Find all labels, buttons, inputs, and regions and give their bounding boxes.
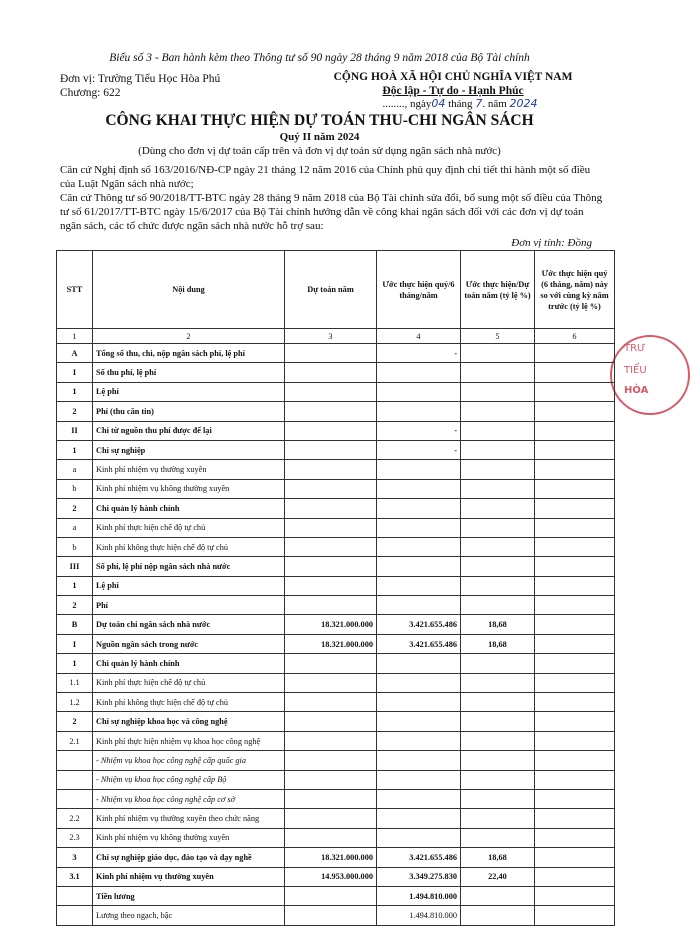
unit-block — [60, 72, 220, 100]
chapter: Chương: 622 — [60, 87, 121, 99]
row-yoy — [535, 344, 615, 363]
usage-note: (Dùng cho đơn vị dự toán cấp trên và đơn vị dự toán sử dụng ngân sách nhà nước) — [138, 145, 501, 157]
row-estimate — [377, 770, 461, 789]
table-row — [57, 867, 615, 886]
row-estimate — [377, 557, 461, 576]
row-ratio — [461, 789, 535, 808]
table-row — [57, 828, 615, 847]
table-row — [57, 596, 615, 615]
row-estimate: 3.421.655.486 — [377, 634, 461, 653]
table-header-row — [57, 251, 615, 329]
row-content: Kinh phí thực hiện chế độ tự chủ — [93, 518, 285, 537]
row-estimate: 1.494.810.000 — [377, 906, 461, 925]
col-header-plan: Dự toán năm — [285, 251, 377, 329]
row-stt — [57, 906, 93, 925]
row-content: Phí — [93, 596, 285, 615]
row-estimate — [377, 499, 461, 518]
table-row — [57, 402, 615, 421]
row-ratio: 18,68 — [461, 615, 535, 634]
table-row — [57, 499, 615, 518]
row-stt: 2 — [57, 712, 93, 731]
row-yoy — [535, 440, 615, 459]
page-title: CÔNG KHAI THỰC HIỆN DỰ TOÁN THU-CHI NGÂN SÁCH — [105, 112, 534, 129]
row-estimate — [377, 537, 461, 556]
row-ratio — [461, 460, 535, 479]
row-yoy — [535, 848, 615, 867]
row-plan — [285, 906, 377, 925]
motto: Độc lập - Tự do - Hạnh Phúc — [382, 85, 524, 97]
row-yoy — [535, 460, 615, 479]
row-content: Kinh phí không thực hiện chế độ tự chủ — [93, 537, 285, 556]
nation-title: CỘNG HOÀ XÃ HỘI CHỦ NGHĨA VIỆT NAM — [333, 71, 573, 83]
row-plan — [285, 537, 377, 556]
row-estimate — [377, 518, 461, 537]
row-plan — [285, 421, 377, 440]
row-plan — [285, 499, 377, 518]
row-content: Số phí, lệ phí nộp ngân sách nhà nước — [93, 557, 285, 576]
row-yoy — [535, 479, 615, 498]
row-plan — [285, 751, 377, 770]
row-yoy — [535, 634, 615, 653]
budget-table — [56, 250, 615, 926]
table-row — [57, 809, 615, 828]
row-stt — [57, 751, 93, 770]
row-content: Kinh phí không thực hiện chế độ tự chủ — [93, 693, 285, 712]
row-ratio — [461, 731, 535, 750]
row-content: Kinh phí thực hiện nhiệm vụ khoa học công nghệ — [93, 731, 285, 750]
table-row — [57, 518, 615, 537]
stamp-text: TRƯ — [624, 343, 646, 354]
row-ratio — [461, 576, 535, 595]
month-label: tháng — [448, 98, 473, 110]
row-yoy — [535, 499, 615, 518]
table-row — [57, 479, 615, 498]
row-content: Kinh phí nhiệm vụ không thường xuyên — [93, 828, 285, 847]
row-ratio — [461, 906, 535, 925]
row-content: Dự toán chi ngân sách nhà nước — [93, 615, 285, 634]
row-ratio — [461, 712, 535, 731]
row-ratio — [461, 344, 535, 363]
table-row — [57, 751, 615, 770]
row-yoy — [535, 867, 615, 886]
red-seal-stamp — [610, 335, 690, 415]
row-plan — [285, 440, 377, 459]
row-stt: a — [57, 460, 93, 479]
row-stt: b — [57, 479, 93, 498]
row-estimate: - — [377, 344, 461, 363]
row-stt: 2 — [57, 499, 93, 518]
col-number: 1 — [57, 329, 93, 344]
row-yoy — [535, 557, 615, 576]
row-plan — [285, 731, 377, 750]
row-ratio — [461, 518, 535, 537]
row-ratio — [461, 421, 535, 440]
row-yoy — [535, 421, 615, 440]
table-row — [57, 363, 615, 382]
row-plan: 18.321.000.000 — [285, 634, 377, 653]
row-plan: 14.953.000.000 — [285, 867, 377, 886]
table-row — [57, 886, 615, 905]
row-content: Kinh phí nhiệm vụ thường xuyên — [93, 867, 285, 886]
date-day: 04 — [431, 97, 446, 110]
row-plan: 18.321.000.000 — [285, 615, 377, 634]
row-plan — [285, 770, 377, 789]
row-yoy — [535, 596, 615, 615]
row-estimate — [377, 576, 461, 595]
row-estimate: 1.494.810.000 — [377, 886, 461, 905]
row-ratio — [461, 499, 535, 518]
row-ratio: 18,68 — [461, 634, 535, 653]
row-content: Chi quản lý hành chính — [93, 654, 285, 673]
row-plan — [285, 654, 377, 673]
row-plan — [285, 596, 377, 615]
row-estimate: 3.421.655.486 — [377, 615, 461, 634]
row-stt: III — [57, 557, 93, 576]
row-estimate: 3.349.275.830 — [377, 867, 461, 886]
row-yoy — [535, 789, 615, 808]
col-number: 5 — [461, 329, 535, 344]
row-content: Chi quản lý hành chính — [93, 499, 285, 518]
row-plan — [285, 557, 377, 576]
row-plan — [285, 479, 377, 498]
row-content: Chi sự nghiệp — [93, 440, 285, 459]
row-stt: 1 — [57, 440, 93, 459]
legal-basis — [60, 163, 605, 233]
row-ratio — [461, 537, 535, 556]
row-content: - Nhiệm vụ khoa học công nghệ cấp Bộ — [93, 770, 285, 789]
row-estimate — [377, 789, 461, 808]
row-content: Lương theo ngạch, bậc — [93, 906, 285, 925]
table-row — [57, 576, 615, 595]
row-yoy — [535, 673, 615, 692]
table-row — [57, 344, 615, 363]
date-prefix: ........, ngày — [382, 98, 432, 110]
row-yoy — [535, 828, 615, 847]
table-row — [57, 906, 615, 925]
row-ratio — [461, 828, 535, 847]
row-stt: I — [57, 634, 93, 653]
row-plan: 18.321.000.000 — [285, 848, 377, 867]
row-ratio: 18,68 — [461, 848, 535, 867]
row-stt: I — [57, 363, 93, 382]
row-stt: a — [57, 518, 93, 537]
row-plan — [285, 673, 377, 692]
row-content: Tổng số thu, chi, nộp ngân sách phí, lệ phí — [93, 344, 285, 363]
row-estimate — [377, 751, 461, 770]
row-estimate: - — [377, 421, 461, 440]
col-header-ratio: Ước thực hiện/Dự toán năm (tỷ lệ %) — [461, 251, 535, 329]
row-content: Chi từ nguồn thu phí được để lại — [93, 421, 285, 440]
row-content: Kinh phí thực hiện chế độ tự chủ — [93, 673, 285, 692]
row-content: Số thu phí, lệ phí — [93, 363, 285, 382]
row-ratio — [461, 402, 535, 421]
row-ratio — [461, 751, 535, 770]
row-yoy — [535, 731, 615, 750]
row-content: Lệ phí — [93, 382, 285, 401]
row-stt — [57, 789, 93, 808]
table-row — [57, 654, 615, 673]
quarter-label: Quý II năm 2024 — [279, 131, 360, 143]
row-ratio — [461, 809, 535, 828]
table-row — [57, 615, 615, 634]
row-estimate — [377, 809, 461, 828]
row-estimate — [377, 673, 461, 692]
row-yoy — [535, 615, 615, 634]
row-plan — [285, 576, 377, 595]
row-ratio — [461, 596, 535, 615]
row-stt: A — [57, 344, 93, 363]
row-content: Tiền lương — [93, 886, 285, 905]
row-stt: 1.1 — [57, 673, 93, 692]
row-estimate — [377, 731, 461, 750]
row-stt: 1 — [57, 654, 93, 673]
row-ratio — [461, 479, 535, 498]
row-ratio — [461, 770, 535, 789]
row-yoy — [535, 751, 615, 770]
row-plan — [285, 402, 377, 421]
row-yoy — [535, 886, 615, 905]
row-plan — [285, 363, 377, 382]
table-row — [57, 712, 615, 731]
table-row — [57, 382, 615, 401]
currency-unit: Đơn vị tính: Đồng — [511, 237, 592, 249]
basis-paragraph: Căn cứ Nghị định số 163/2016/NĐ-CP ngày 21 tháng 12 năm 2016 của Chính phủ quy định chi tiết thi hành một số điều của Luật Ngân sách nhà nước; — [60, 164, 591, 190]
row-content: Kinh phí nhiệm vụ thường xuyên theo chức năng — [93, 809, 285, 828]
row-plan — [285, 518, 377, 537]
unit-name: Đơn vị: Trường Tiểu Học Hòa Phú — [60, 73, 221, 85]
table-row — [57, 848, 615, 867]
col-number: 4 — [377, 329, 461, 344]
row-content: Phí (thu căn tin) — [93, 402, 285, 421]
row-yoy — [535, 906, 615, 925]
nation-block — [308, 70, 598, 98]
date-year: 2024 — [509, 97, 538, 110]
row-stt: II — [57, 421, 93, 440]
row-yoy — [535, 712, 615, 731]
row-stt — [57, 770, 93, 789]
table-row — [57, 440, 615, 459]
row-content: - Nhiệm vụ khoa học công nghệ cấp cơ sở — [93, 789, 285, 808]
row-ratio — [461, 382, 535, 401]
row-content: Nguồn ngân sách trong nước — [93, 634, 285, 653]
column-number-row — [57, 329, 615, 344]
row-estimate — [377, 402, 461, 421]
col-header-stt: STT — [57, 251, 93, 329]
row-yoy — [535, 654, 615, 673]
row-stt: 1.2 — [57, 693, 93, 712]
table-row — [57, 537, 615, 556]
row-estimate — [377, 363, 461, 382]
col-number: 2 — [93, 329, 285, 344]
row-estimate — [377, 460, 461, 479]
row-estimate: - — [377, 440, 461, 459]
basis-paragraph: Căn cứ Thông tư số 90/2018/TT-BTC ngày 28 tháng 9 năm 2018 của Bộ Tài chính sửa đổi, bổ sung một số điều của Thông tư số 61/2017/TT-BTC ngày 15/6/2017 của Bộ Tài chính hướng dẫn về công khai ngân sách đối với các đơn vị dự toán ngân sách, các tổ chức được ngân sách nhà nước hỗ trợ sau: — [60, 192, 603, 232]
row-content: Kinh phí nhiệm vụ thường xuyên — [93, 460, 285, 479]
date-line — [330, 97, 590, 110]
col-header-content: Nội dung — [93, 251, 285, 329]
row-content: - Nhiệm vụ khoa học công nghệ cấp quốc gia — [93, 751, 285, 770]
row-yoy — [535, 402, 615, 421]
col-header-estimate: Ước thực hiện quý/6 tháng/năm — [377, 251, 461, 329]
row-estimate — [377, 712, 461, 731]
row-plan — [285, 789, 377, 808]
row-stt: B — [57, 615, 93, 634]
stamp-text: HÒA — [624, 385, 649, 396]
row-estimate — [377, 828, 461, 847]
row-stt — [57, 886, 93, 905]
row-stt: 1 — [57, 382, 93, 401]
table-row — [57, 673, 615, 692]
date-month: 7 — [475, 97, 483, 110]
col-number: 3 — [285, 329, 377, 344]
row-stt: 2 — [57, 596, 93, 615]
row-yoy — [535, 809, 615, 828]
row-yoy — [535, 770, 615, 789]
row-content: Chi sự nghiệp giáo dục, đào tạo và dạy nghề — [93, 848, 285, 867]
row-estimate — [377, 479, 461, 498]
table-row — [57, 634, 615, 653]
row-content: Chi sự nghiệp khoa học và công nghệ — [93, 712, 285, 731]
row-yoy — [535, 518, 615, 537]
row-estimate — [377, 596, 461, 615]
row-yoy — [535, 537, 615, 556]
row-yoy — [535, 693, 615, 712]
row-yoy — [535, 382, 615, 401]
row-ratio — [461, 363, 535, 382]
form-note: Biểu số 3 - Ban hành kèm theo Thông tư số 90 ngày 28 tháng 9 năm 2018 của Bộ Tài chính — [109, 52, 530, 64]
table-row — [57, 460, 615, 479]
table-row — [57, 770, 615, 789]
row-estimate — [377, 382, 461, 401]
row-ratio — [461, 673, 535, 692]
table-row — [57, 731, 615, 750]
row-estimate — [377, 693, 461, 712]
row-estimate — [377, 654, 461, 673]
stamp-text: TIỂU — [624, 365, 647, 376]
row-stt: 3.1 — [57, 867, 93, 886]
row-stt: 2 — [57, 402, 93, 421]
table-row — [57, 789, 615, 808]
row-content: Kinh phí nhiệm vụ không thường xuyên — [93, 479, 285, 498]
row-stt: 3 — [57, 848, 93, 867]
row-yoy — [535, 576, 615, 595]
col-number: 6 — [535, 329, 615, 344]
row-plan — [285, 382, 377, 401]
row-ratio — [461, 440, 535, 459]
row-stt: b — [57, 537, 93, 556]
row-stt: 1 — [57, 576, 93, 595]
row-stt: 2.2 — [57, 809, 93, 828]
row-ratio — [461, 654, 535, 673]
table-row — [57, 557, 615, 576]
row-plan — [285, 712, 377, 731]
row-stt: 2.3 — [57, 828, 93, 847]
row-ratio — [461, 557, 535, 576]
row-plan — [285, 809, 377, 828]
row-plan — [285, 344, 377, 363]
row-estimate: 3.421.655.486 — [377, 848, 461, 867]
row-yoy — [535, 363, 615, 382]
row-ratio: 22,40 — [461, 867, 535, 886]
row-content: Lệ phí — [93, 576, 285, 595]
row-plan — [285, 693, 377, 712]
row-ratio — [461, 886, 535, 905]
row-plan — [285, 828, 377, 847]
row-stt: 2.1 — [57, 731, 93, 750]
col-header-yoy: Ước thực hiện quý (6 tháng, năm) này so với cùng kỳ năm trước (tỷ lệ %) — [535, 251, 615, 329]
year-label: . năm — [482, 98, 507, 110]
table-row — [57, 421, 615, 440]
row-ratio — [461, 693, 535, 712]
row-plan — [285, 460, 377, 479]
table-row — [57, 693, 615, 712]
row-plan — [285, 886, 377, 905]
